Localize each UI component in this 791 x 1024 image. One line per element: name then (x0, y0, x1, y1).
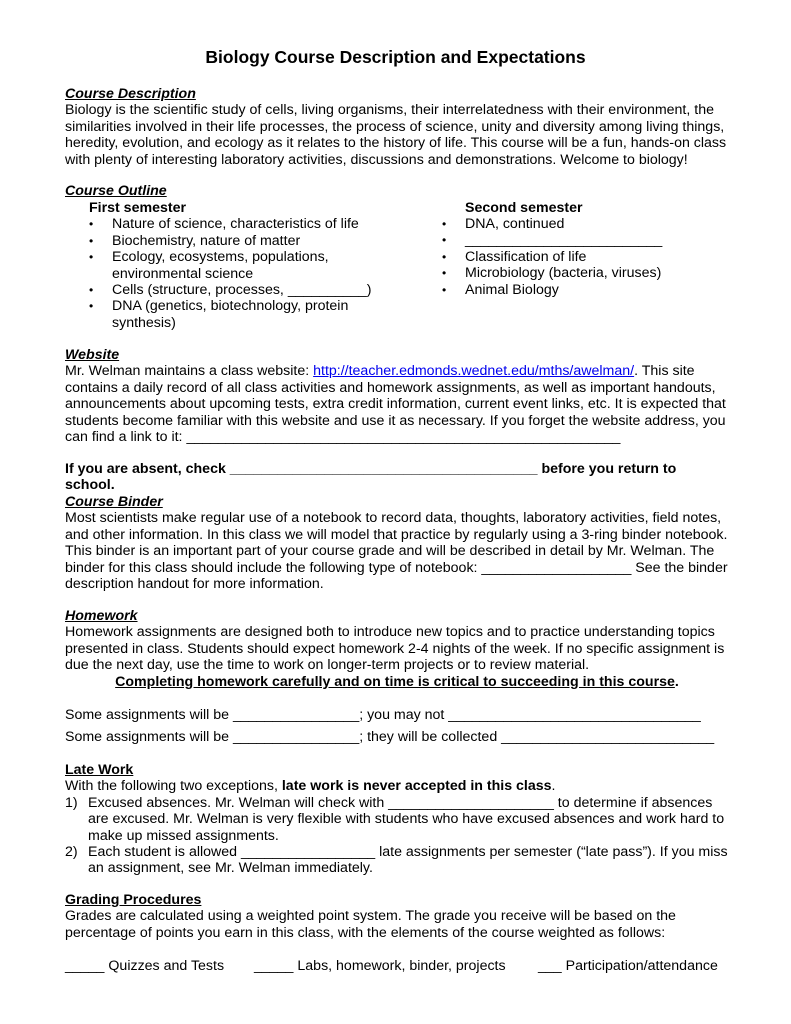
grading-section (65, 892, 729, 941)
late-work-heading: Late Work (65, 762, 134, 778)
course-outline-section (65, 183, 729, 199)
second-semester-list (442, 216, 729, 298)
grading-weight-participation: ___ Participation/attendance (538, 958, 718, 974)
course-binder-section (65, 494, 729, 592)
list-item: • Animal Biology (442, 282, 729, 298)
second-semester-title: Second semester (465, 200, 583, 216)
list-item: • Ecology, ecosystems, populations, environmental science (89, 249, 379, 282)
list-item: • DNA (genetics, biotechnology, protein synthesis) (89, 298, 379, 331)
list-item-number: 1) (65, 794, 78, 811)
homework-section (65, 608, 729, 690)
homework-emphasis-end: . (674, 673, 679, 690)
list-item: • Microbiology (bacteria, viruses) (442, 265, 729, 281)
late-work-intro (65, 778, 729, 794)
list-item: • _________________________ (442, 232, 729, 248)
homework-heading: Homework (65, 608, 138, 624)
homework-line-2: Some assignments will be ________________; they will be collected ___________________________ (65, 729, 715, 745)
late-work-exceptions-list (65, 795, 729, 877)
homework-text: Homework assignments are designed both to introduce new topics and to practice understanding topics presented in class. Students should expect homework 2-4 nights of the week. If no specific assignment is due the next day, use the time to work on longer-term projects or to review material. (65, 624, 725, 674)
late-work-intro-post: . (551, 778, 556, 795)
absent-line: If you are absent, check _______________________________________ before you return to school. (65, 461, 677, 494)
first-semester-list (89, 216, 379, 331)
course-binder-heading: Course Binder (65, 494, 163, 510)
course-description-text: Biology is the scientific study of cells, living organisms, their interrelatedness with their environment, the similarities involved in their life processes, the process of science, unity and diversity among living things, heredity, evolution, and ecology as it relates to the history of life. This course will be a fun, hands-on class with plenty of interesting laboratory activities, discussions and demonstrations. Welcome to biology! (65, 102, 727, 168)
second-semester-column (465, 200, 729, 216)
website-link[interactable]: http://teacher.edmonds.wednet.edu/mths/awelman/ (313, 363, 635, 380)
course-outline-heading: Course Outline (65, 183, 167, 199)
course-description-heading: Course Description (65, 86, 196, 102)
website-text-post: . This site contains a daily record of all class activities and homework assignments, as well as important handouts, announcements about upcoming tests, extra credit information, current event links, etc. It is expected that students become familiar with this website and use it as necessary. If you forget the website address, you can find a link to it: _______________________________________________________ (65, 363, 726, 446)
list-item: • Classification of life (442, 249, 729, 265)
homework-emphasis-text: Completing homework carefully and on time is critical to succeeding in this course (115, 673, 675, 690)
grading-text: Grades are calculated using a weighted point system. The grade you receive will be based on the percentage of points you earn in this class, with the elements of the course weighted as follows: (65, 908, 676, 941)
first-semester-column (89, 200, 379, 331)
website-text-pre: Mr. Welman maintains a class website: (65, 363, 314, 380)
list-item-text: Excused absences. Mr. Welman will check with _____________________ to determine if absences are excused. Mr. Welman is very flexible with students who have excused absences and work hard to make up missed assignments. (88, 794, 725, 844)
grading-weight-labs: _____ Labs, homework, binder, projects (254, 958, 506, 974)
list-item-number: 2) (65, 844, 78, 861)
late-work-intro-pre: With the following two exceptions, (65, 778, 282, 795)
list-item (65, 844, 729, 877)
list-item (65, 795, 729, 844)
website-text (65, 363, 729, 445)
website-section (65, 347, 729, 445)
page-title: Biology Course Description and Expectations (205, 47, 586, 67)
homework-emphasis (65, 674, 729, 690)
grading-weight-quizzes: _____ Quizzes and Tests (65, 958, 225, 974)
course-description-section (65, 86, 729, 168)
website-heading: Website (65, 347, 120, 363)
second-semester-list-wrap (442, 216, 729, 298)
late-work-section (65, 762, 729, 877)
first-semester-title: First semester (89, 200, 186, 216)
list-item: • Nature of science, characteristics of life (89, 216, 379, 232)
list-item-text: Each student is allowed _________________ late assignments per semester (“late pass”). If you miss an assignment, see Mr. Welman immediately. (88, 844, 728, 877)
late-work-intro-bold: late work is never accepted in this class (281, 778, 552, 795)
list-item: • Biochemistry, nature of matter (89, 233, 379, 249)
course-binder-text: Most scientists make regular use of a notebook to record data, thoughts, laboratory activities, field notes, and other information. In this class we will model that practice by regularly using a 3-ring binder notebook. This binder is an important part of your course grade and will be described in detail by Mr. Welman. The binder for this class should include the following type of notebook: ___________________ See the binder description handout for more information. (65, 510, 728, 593)
list-item: • Cells (structure, processes, __________) (89, 282, 379, 298)
homework-line-1: Some assignments will be ________________; you may not ________________________________ (65, 707, 701, 723)
list-item: • DNA, continued (442, 216, 729, 232)
grading-heading: Grading Procedures (65, 892, 202, 908)
